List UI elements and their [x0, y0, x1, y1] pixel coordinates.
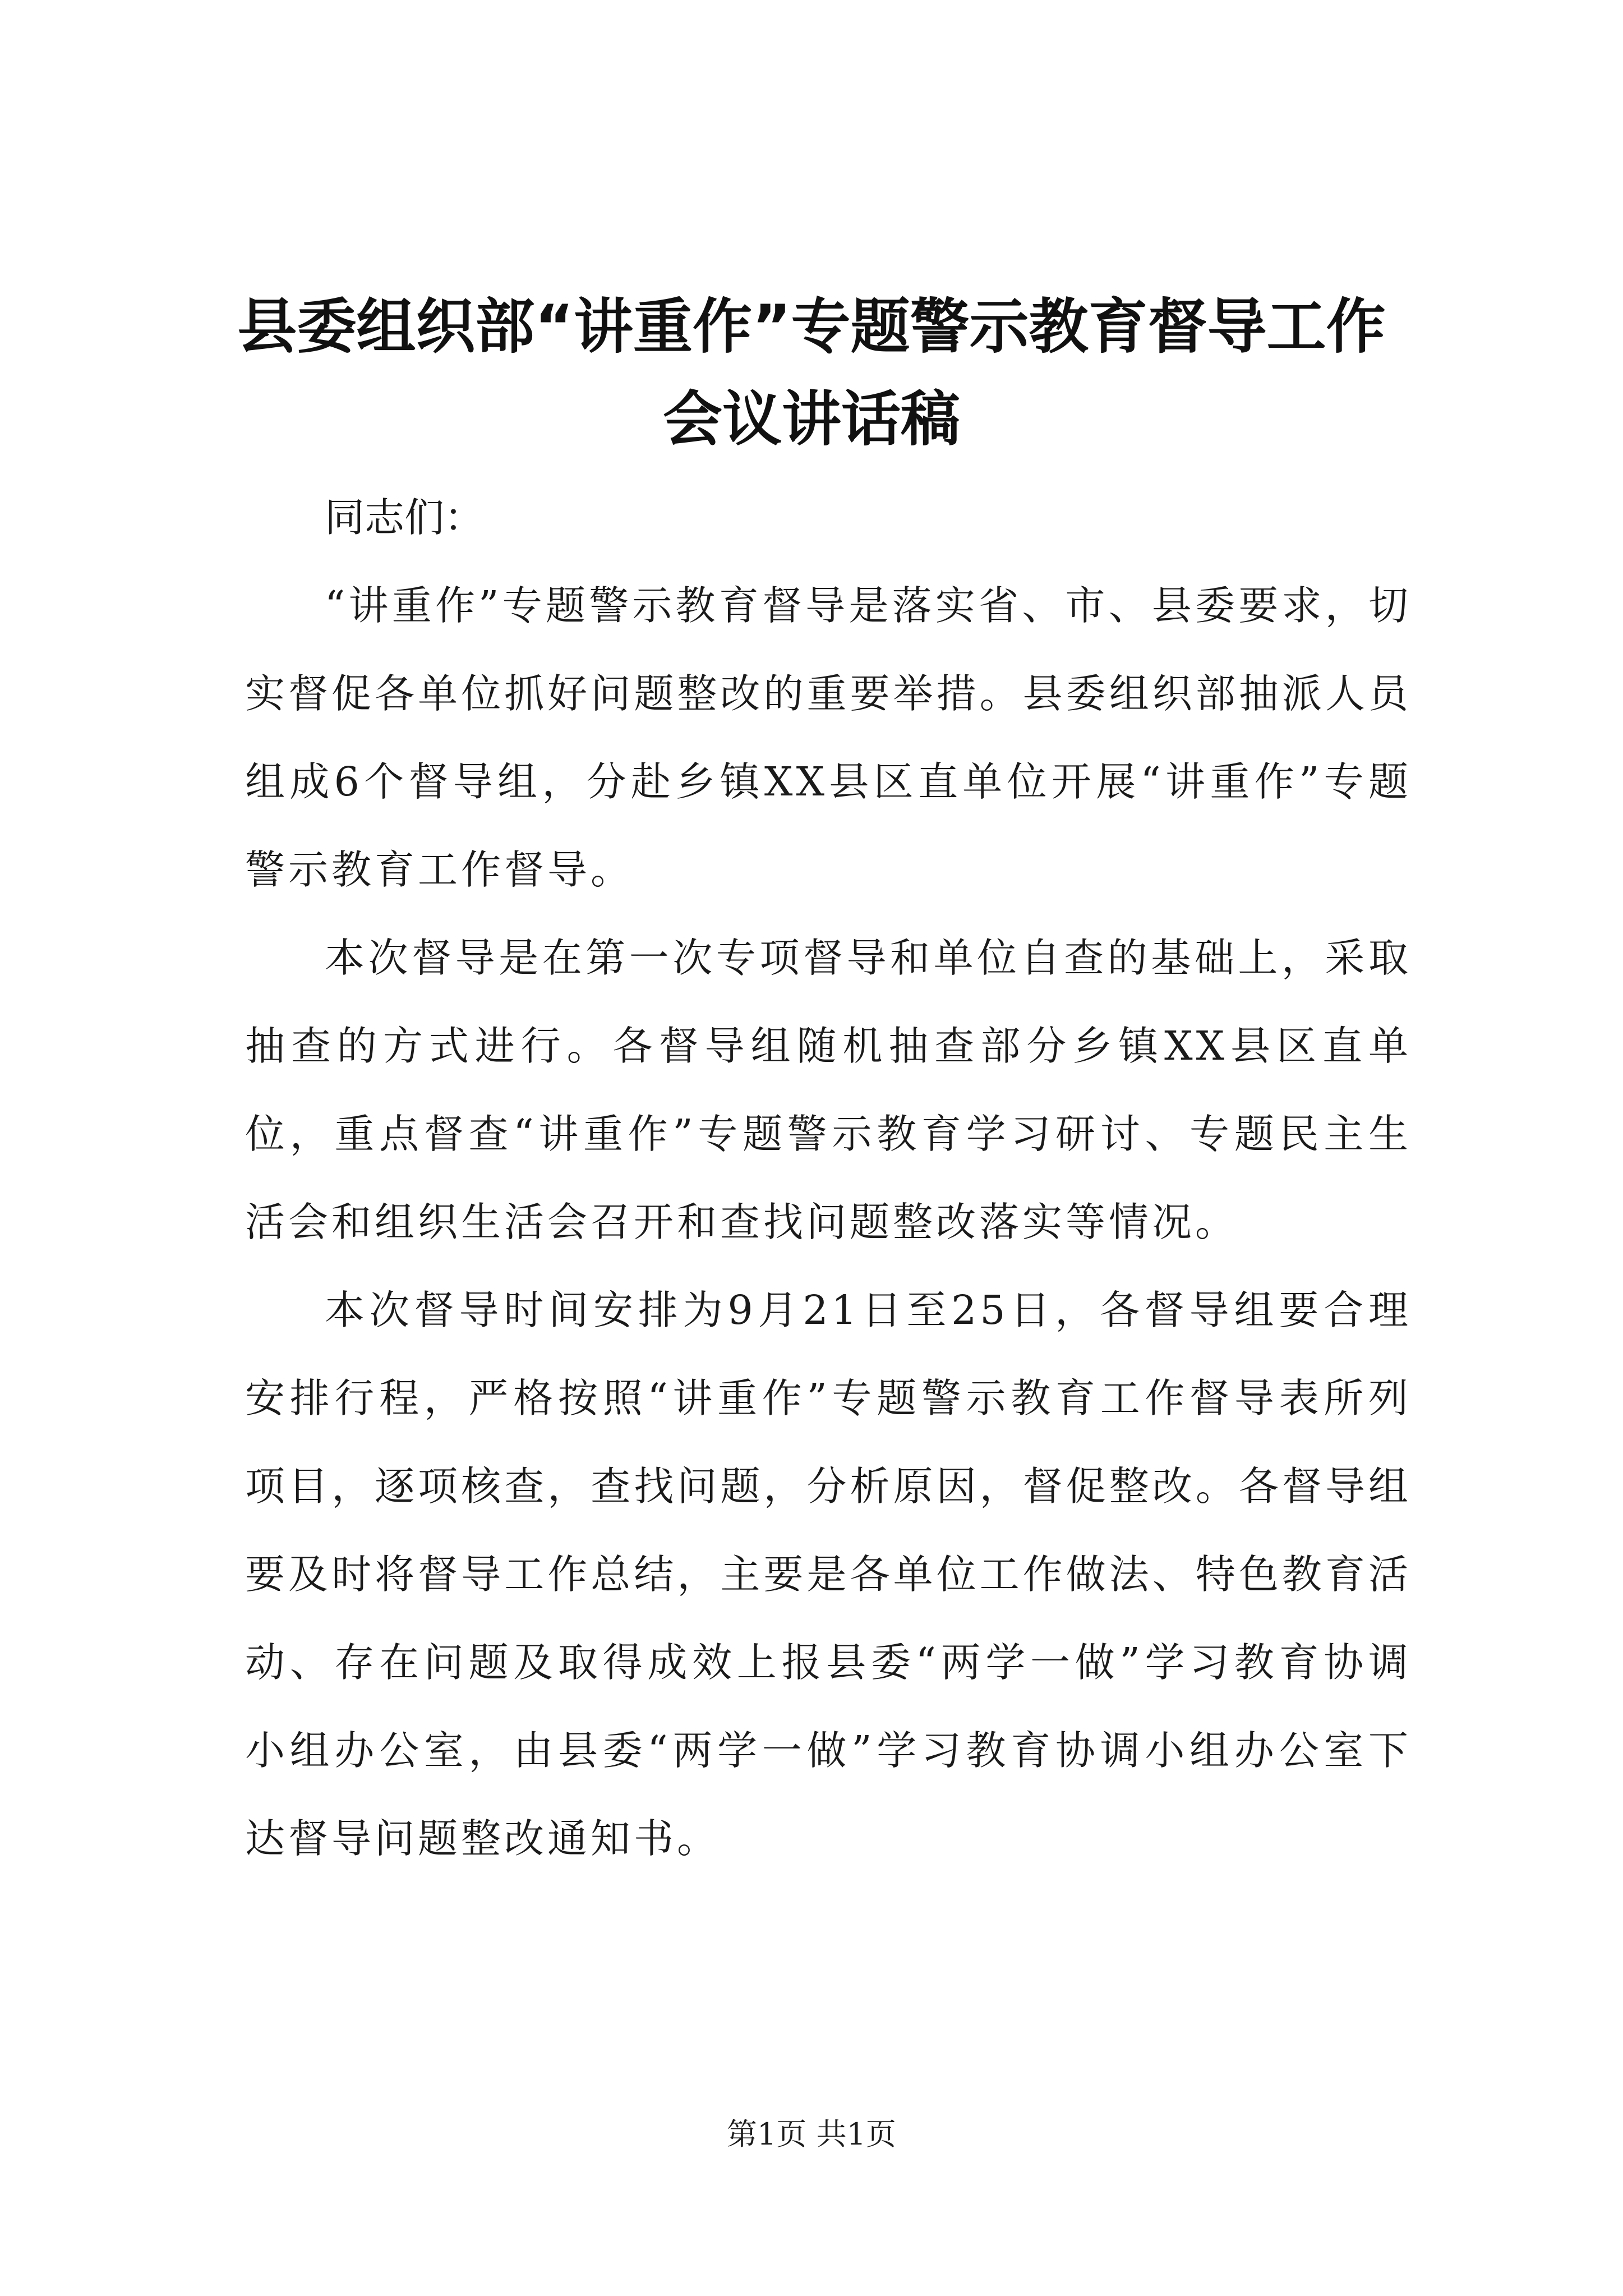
paragraph-1: “讲重作”专题警示教育督导是落实省、市、县委要求，切实督促各单位抓好问题整改的重要举措。县委组织部抽派人员组成6个督导组，分赴乡镇XX县区直单位开展“讲重作”专题警示教育工作督导。: [245, 582, 1412, 893]
page-number-footer: 第1页 共1页: [727, 2116, 896, 2152]
paragraph-2: 本次督导是在第一次专项督导和单位自查的基础上，采取抽查的方式进行。各督导组随机抽查部分乡镇XX县区直单位，重点督查“讲重作”专题警示教育学习研讨、专题民主生活会和组织生活会召开和查找问题整改落实等情况。: [245, 935, 1412, 1245]
paragraph-3: 本次督导时间安排为9月21日至25日，各督导组要合理安排行程，严格按照“讲重作”专题警示教育工作督导表所列项目，逐项核查，查找问题，分析原因，督促整改。各督导组要及时将督导工作总结，主要是各单位工作做法、特色教育活动、存在问题及取得成效上报县委“两学一做”学习教育协调小组办公室，由县委“两学一做”学习教育协调小组办公室下达督导问题整改通知书。: [245, 1287, 1412, 1862]
title-line-2: 会议讲话稿: [663, 385, 960, 454]
salutation: 同志们：: [325, 494, 485, 541]
document-title: [213, 280, 1410, 466]
document-body: [245, 474, 1412, 1883]
title-line-1: 县委组织部“讲重作”专题警示教育督导工作: [237, 292, 1386, 361]
